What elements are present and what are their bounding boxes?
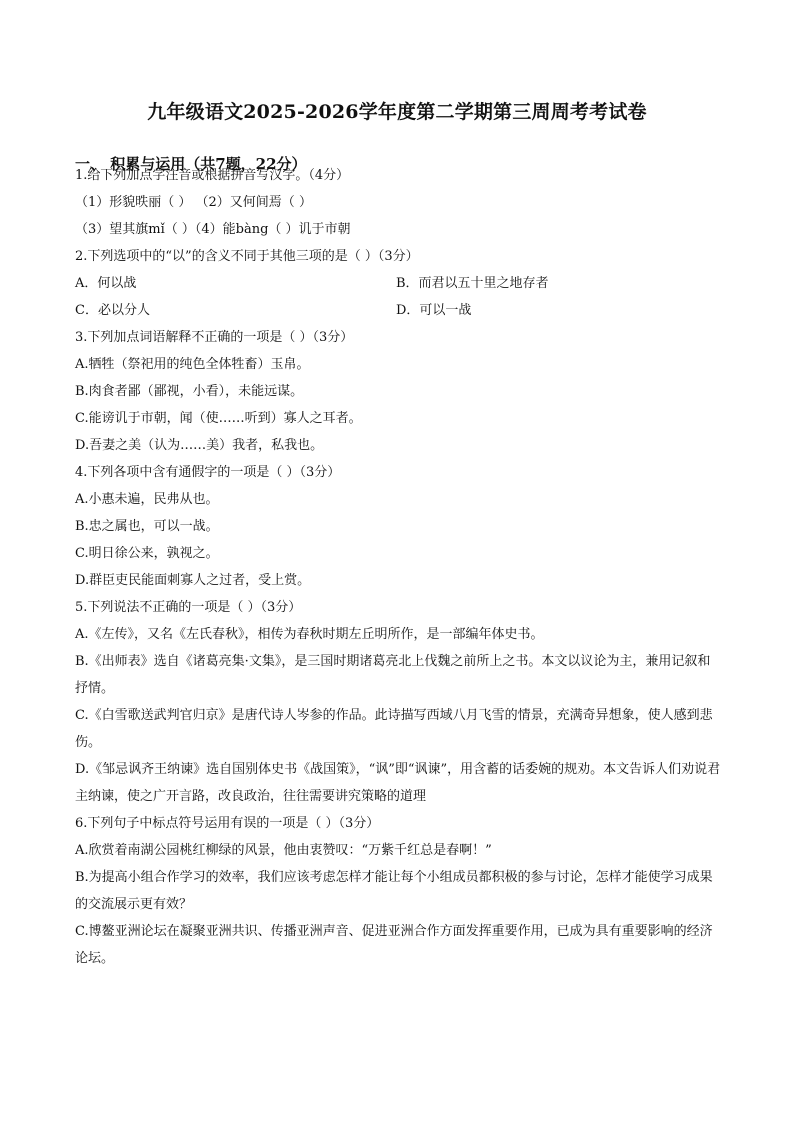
questions bbox=[75, 159, 721, 972]
q5-option-c: C.《白雪歌送武判官归京》是唐代诗人岑参的作品。此诗描写西域八月飞雪的情景，充满奇异想象，使人感到悲伤。 bbox=[75, 708, 713, 750]
q2-option-c: C．必以分人 bbox=[75, 303, 150, 318]
q2-option-d: D．可以一战 bbox=[396, 303, 472, 318]
q1-stem: 1.给下列加点字注音或根据拼音写汉字。（4分） bbox=[75, 168, 350, 183]
q4-option-c: C.明日徐公来，孰视之。 bbox=[75, 546, 219, 561]
q3-option-c: C.能谤讥于市朝，闻（使……听到）寡人之耳者。 bbox=[75, 411, 362, 426]
q4-option-a: A.小惠未遍，民弗从也。 bbox=[75, 492, 219, 507]
q4-option-d: D.群臣吏民能面刺寡人之过者，受上赏。 bbox=[75, 573, 311, 588]
q3-option-b: B.肉食者鄙（鄙视，小看），未能远谋。 bbox=[75, 384, 304, 399]
q3-option-a: A.牺牲（祭祀用的纯色全体牲畜）玉帛。 bbox=[75, 357, 310, 372]
q2-options-row2 bbox=[75, 297, 721, 324]
q6-option-c: C.博鳌亚洲论坛在凝聚亚洲共识、传播亚洲声音、促进亚洲合作方面发挥重要作用，已成为具有重要影响的经济论坛。 bbox=[75, 924, 713, 966]
q6-stem: 6.下列句子中标点符号运用有误的一项是（ ）（3分） bbox=[75, 816, 380, 831]
section-heading: 一、 积累与运用（共7题，22分） bbox=[75, 155, 307, 173]
q5-option-d: D.《邹忌讽齐王纳谏》选自国别体史书《战国策》，“讽”即“讽谏”，用含蓄的话委婉的规劝。本文告诉人们劝说君主纳谏，使之广开言路，改良政治，往往需要讲究策略的道理 bbox=[75, 762, 721, 804]
q2-option-a: A．何以战 bbox=[75, 276, 137, 291]
q3-stem: 3.下列加点词语解释不正确的一项是（ ）（3分） bbox=[75, 330, 354, 345]
q5-option-a: A.《左传》，又名《左氏春秋》，相传为春秋时期左丘明所作，是一部编年体史书。 bbox=[75, 627, 544, 642]
exam-title: 九年级语文2025-2026学年度第二学期第三周周考考试卷 bbox=[147, 101, 647, 123]
q5-option-b: B.《出师表》选自《诸葛亮集·文集》，是三国时期诸葛亮北上伐魏之前所上之书。本文以议论为主，兼用记叙和抒情。 bbox=[75, 654, 711, 696]
q2-option-b: B．而君以五十里之地存者 bbox=[396, 276, 549, 291]
q5-stem: 5.下列说法不正确的一项是（ ）（3分） bbox=[75, 600, 302, 615]
q2-options-row1 bbox=[75, 270, 721, 297]
q1-line1: （1）形貌昳丽（ ） （2）又何间焉（ ） bbox=[75, 195, 312, 210]
q6-option-b: B.为提高小组合作学习的效率，我们应该考虑怎样才能让每个小组成员都积极的参与讨论，怎样才能使学习成果的交流展示更有效？ bbox=[75, 870, 713, 912]
q2-stem: 2.下列选项中的“以”的含义不同于其他三项的是（ ）（3分） bbox=[75, 249, 419, 264]
q4-stem: 4.下列各项中含有通假字的一项是（ ）（3分） bbox=[75, 465, 341, 480]
q1-line2: （3）望其旗mǐ（ ）（4）能bàng（ ）讥于市朝 bbox=[75, 222, 351, 237]
q4-option-b: B.忠之属也，可以一战。 bbox=[75, 519, 219, 534]
q6-option-a: A.欣赏着南湖公园桃红柳绿的风景，他由衷赞叹：“万紫千红总是春啊！” bbox=[75, 843, 492, 858]
q3-option-d: D.吾妻之美（认为……美）我者，私我也。 bbox=[75, 438, 324, 453]
